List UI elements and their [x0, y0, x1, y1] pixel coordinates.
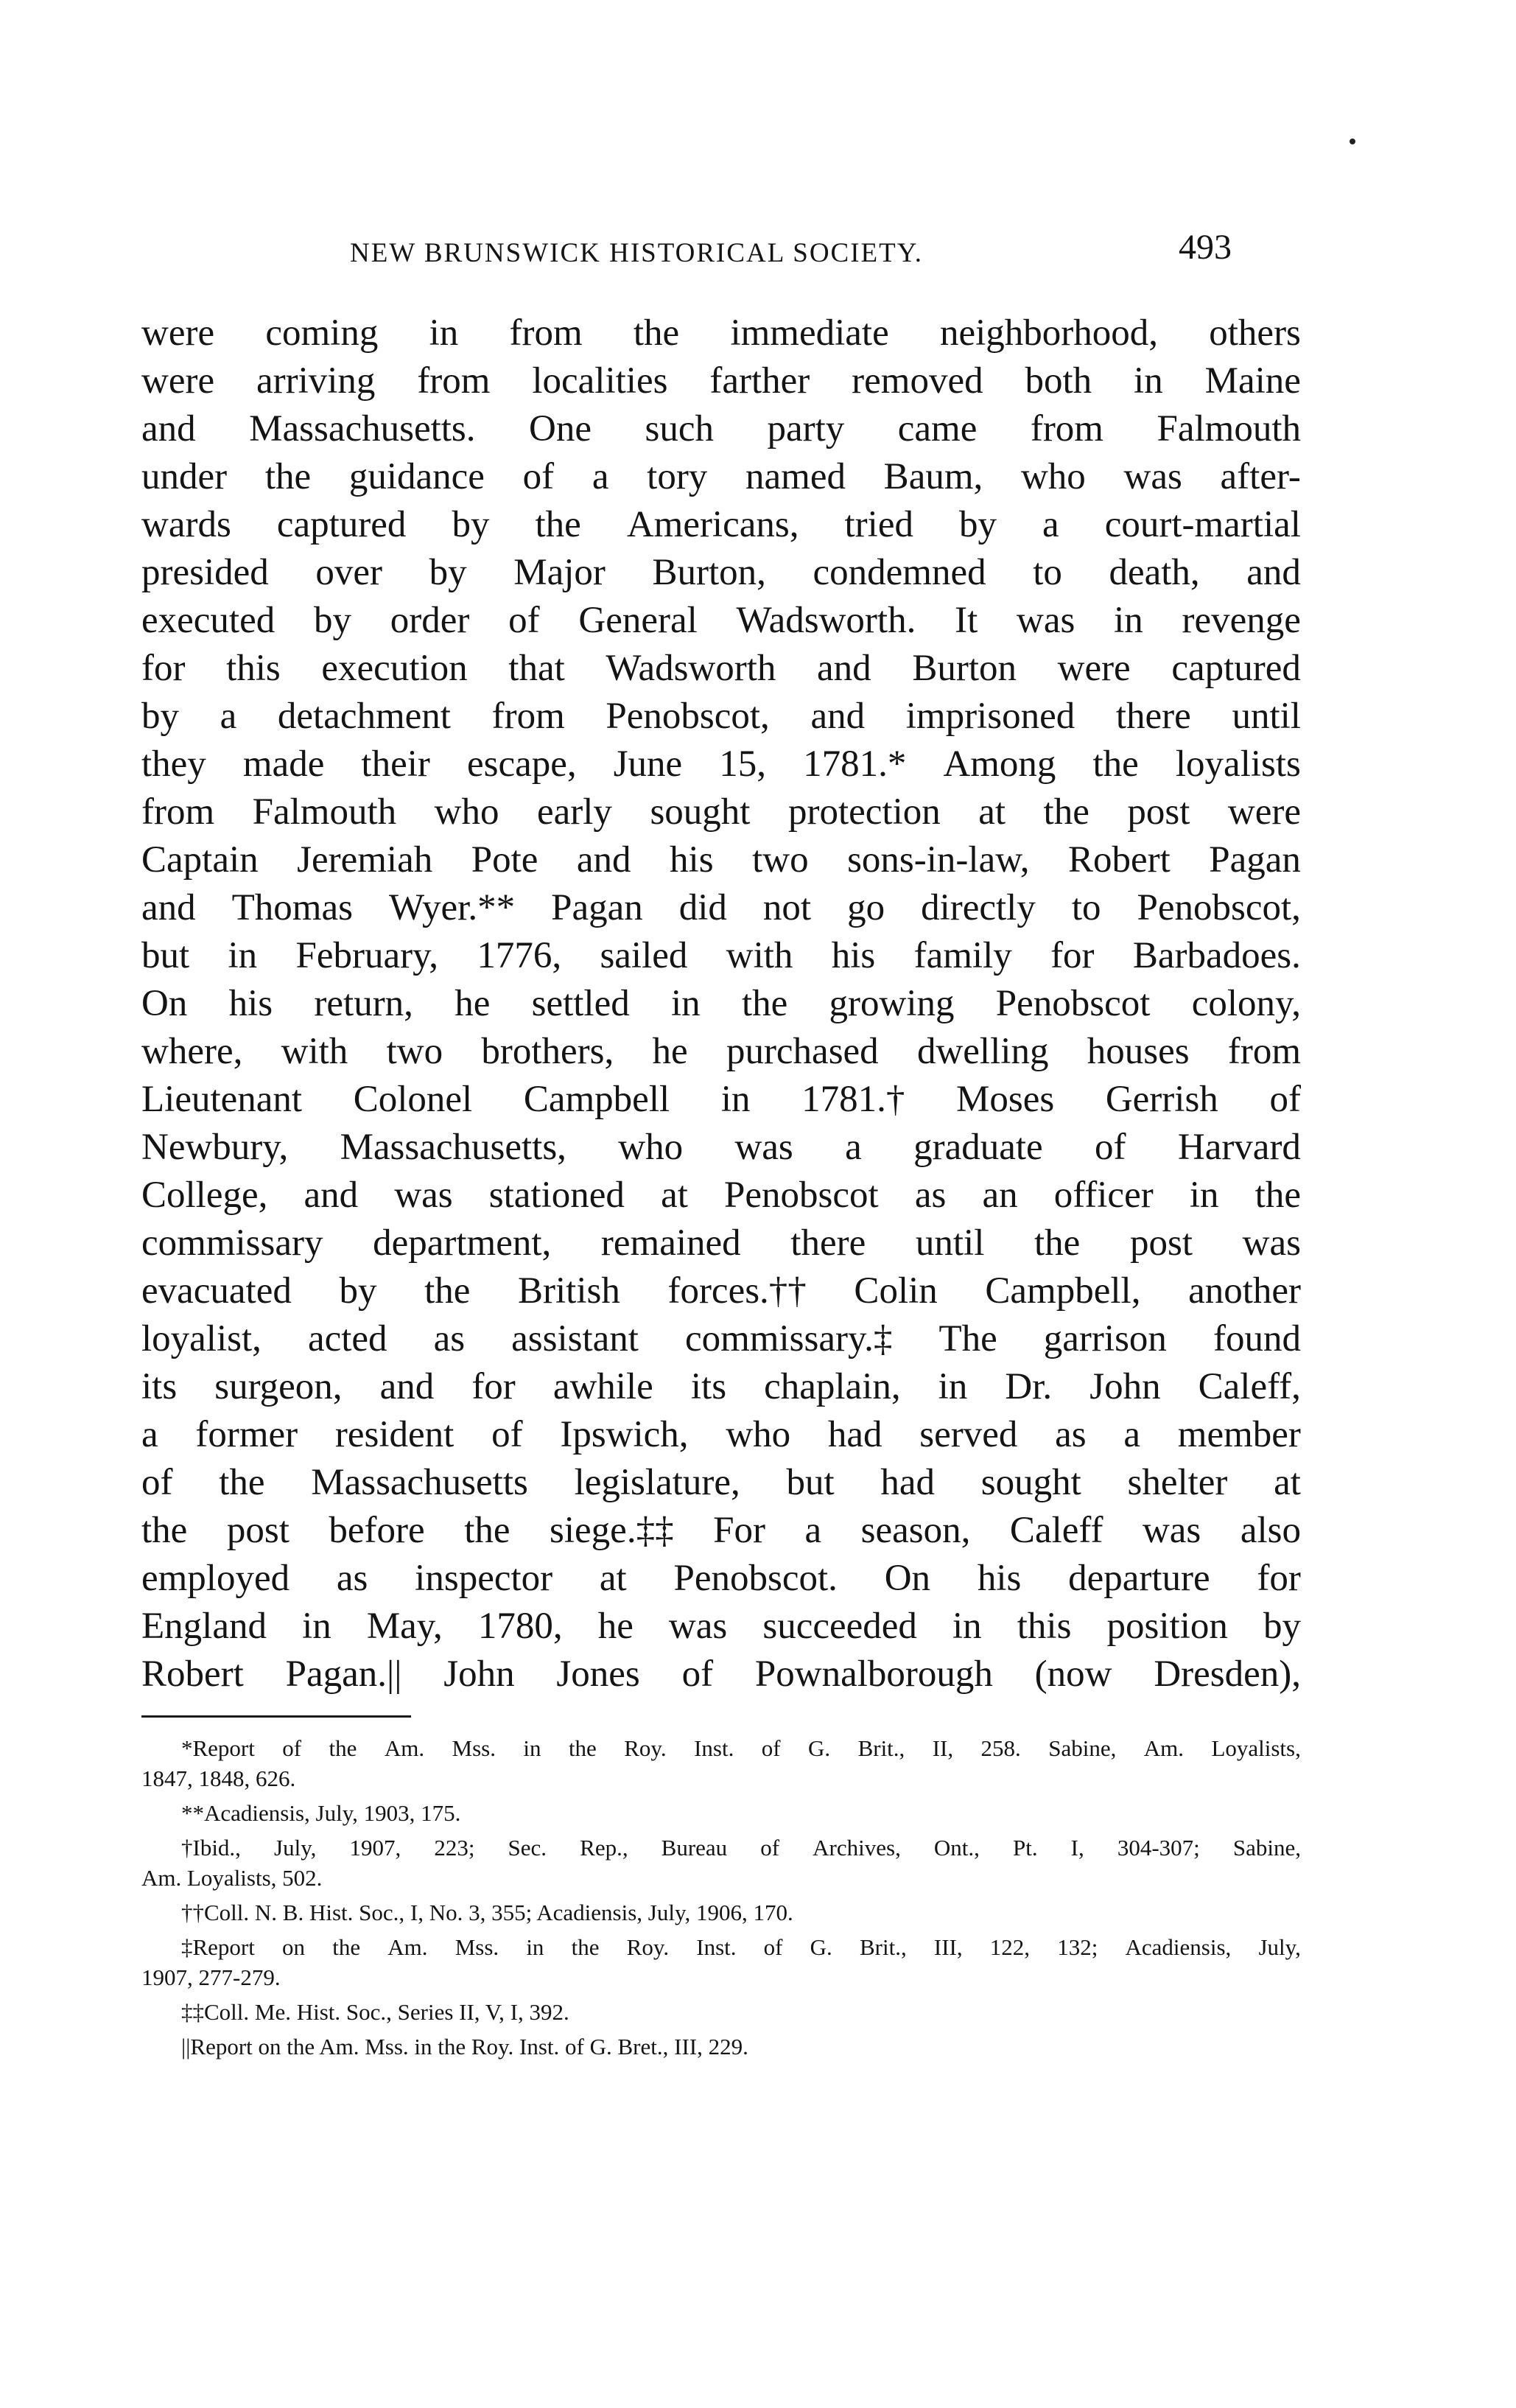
footnote-continuation: Am. Loyalists, 502. [141, 1865, 323, 1891]
footnote: ‡Report on the Am. Mss. in the Roy. Inst. of G. Brit., III, 122, 132; Acadiensis, July, [181, 1934, 1301, 1960]
body-line: Robert Pagan.|| John Jones of Pownalborough (now Dresden), [141, 1653, 1301, 1695]
footnote-continuation: 1847, 1848, 626. [141, 1765, 296, 1791]
footnote: ||Report on the Am. Mss. in the Roy. Inst. of G. Bret., III, 229. [181, 2034, 748, 2059]
body-line: under the guidance of a tory named Baum, who was after- [141, 456, 1301, 497]
body-line: from Falmouth who early sought protection at the post were [141, 791, 1301, 833]
body-line: but in February, 1776, sailed with his family for Barbadoes. [141, 935, 1301, 976]
body-line: were coming in from the immediate neighborhood, others [141, 312, 1301, 354]
footnotes [141, 1733, 1301, 2066]
body-line: presided over by Major Burton, condemned to death, and [141, 552, 1301, 593]
footnote: **Acadiensis, July, 1903, 175. [181, 1800, 461, 1826]
body-line: by a detachment from Penobscot, and imprisoned there until [141, 696, 1301, 737]
footnote: †Ibid., July, 1907, 223; Sec. Rep., Bureau of Archives, Ont., Pt. I, 304-307; Sabine, [181, 1835, 1301, 1861]
body-line: its surgeon, and for awhile its chaplain, in Dr. John Caleff, [141, 1366, 1301, 1407]
body-line: where, with two brothers, he purchased dwelling houses from [141, 1031, 1301, 1072]
body-line: Lieutenant Colonel Campbell in 1781.† Moses Gerrish of [141, 1079, 1301, 1120]
body-line: Newbury, Massachusetts, who was a graduate of Harvard [141, 1127, 1301, 1168]
body-line: commissary department, remained there until the post was [141, 1222, 1301, 1264]
running-title: NEW BRUNSWICK HISTORICAL SOCIETY. [350, 238, 923, 268]
body-line: wards captured by the Americans, tried by a court-martial [141, 504, 1301, 545]
body-line: for this execution that Wadsworth and Burton were captured [141, 648, 1301, 689]
body-line: employed as inspector at Penobscot. On his departure for [141, 1558, 1301, 1599]
body-line: of the Massachusetts legislature, but had sought shelter at [141, 1462, 1301, 1503]
body-line: Captain Jeremiah Pote and his two sons-in-law, Robert Pagan [141, 839, 1301, 881]
body-line: England in May, 1780, he was succeeded in this position by [141, 1606, 1301, 1647]
footnote-rule [141, 1715, 411, 1718]
body-line: were arriving from localities farther removed both in Maine [141, 360, 1301, 402]
footnote: ‡‡Coll. Me. Hist. Soc., Series II, V, I, 392. [181, 1999, 569, 2025]
footnote-continuation: 1907, 277-279. [141, 1964, 281, 1990]
body-line: evacuated by the British forces.†† Colin Campbell, another [141, 1270, 1301, 1312]
body-line: executed by order of General Wadsworth. It was in revenge [141, 600, 1301, 641]
body-line: and Thomas Wyer.** Pagan did not go directly to Penobscot, [141, 887, 1301, 928]
body-line: On his return, he settled in the growing Penobscot colony, [141, 983, 1301, 1024]
body-line: a former resident of Ipswich, who had served as a member [141, 1414, 1301, 1455]
body-line: College, and was stationed at Penobscot as an officer in the [141, 1175, 1301, 1216]
footnote: *Report of the Am. Mss. in the Roy. Inst. of G. Brit., II, 258. Sabine, Am. Loyalists, [181, 1735, 1301, 1761]
page-number: 493 [1179, 228, 1232, 267]
body-line: and Massachusetts. One such party came from Falmouth [141, 408, 1301, 449]
body-text [141, 309, 1301, 1698]
page-speck [1350, 139, 1355, 144]
body-line: the post before the siege.‡‡ For a season, Caleff was also [141, 1510, 1301, 1551]
body-line: they made their escape, June 15, 1781.* Among the loyalists [141, 743, 1301, 785]
footnote: ††Coll. N. B. Hist. Soc., I, No. 3, 355; Acadiensis, July, 1906, 170. [181, 1900, 793, 1925]
body-line: loyalist, acted as assistant commissary.‡ The garrison found [141, 1318, 1301, 1359]
